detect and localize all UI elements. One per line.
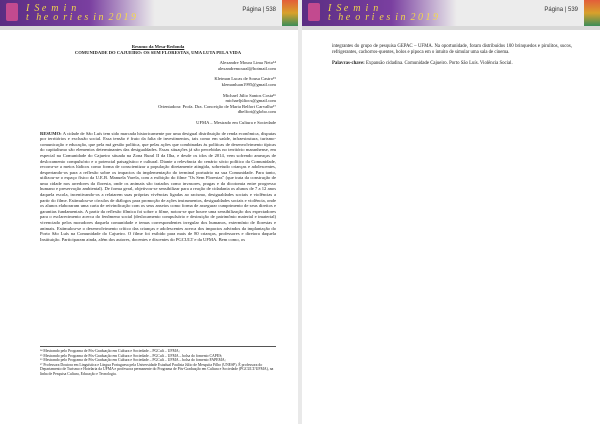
footnote: ¹⁶ Mestrando pelo Programa de Pós-Graduação em Cultura e Sociedade – PGCult – UFMA – bolsa do fomento FAPEMA; bbox=[40, 358, 226, 363]
author-name: Alexandre Moura Lima Neto¹⁴ bbox=[219, 60, 276, 66]
right-page bbox=[302, 0, 600, 424]
author-email: klemanluan1995@gmail.com bbox=[221, 81, 276, 87]
page-content bbox=[332, 44, 572, 67]
page-content bbox=[40, 44, 276, 242]
event-banner bbox=[0, 0, 298, 26]
keywords-label: Palavras-chave: bbox=[332, 61, 365, 66]
paper-title: COMUNIDADE DO CAJUEIRO: OS SEM FLORESTAS, UMA LUTA PELA VIDA bbox=[74, 49, 242, 55]
header-divider bbox=[0, 26, 298, 30]
event-logo-icon bbox=[308, 3, 320, 21]
footnote: ¹⁵ Mestrando pelo Programa de Pós-Graduação em Cultura e Sociedade – PGCult – UFMA – bolsa do fomento CAPES; bbox=[40, 353, 223, 358]
left-page bbox=[0, 0, 298, 424]
author-email: alexandremoural@hotmail.com bbox=[217, 65, 276, 71]
keywords bbox=[332, 61, 572, 67]
abstract-label: RESUMO: bbox=[40, 130, 62, 136]
author-name: Michael Júlio Santos Costa¹⁶ bbox=[222, 92, 276, 98]
banner-decoration bbox=[584, 0, 600, 26]
advisor: Orientadora: Profa. Dra. Conceição de Maria Belfort Carvalho¹⁷ bbox=[158, 103, 276, 109]
keywords-text: Expansão cidadina. Comunidade Cajueiro. Porto São Luís. Violência Social. bbox=[365, 61, 513, 66]
page-number: Página | 538 bbox=[242, 7, 276, 13]
banner-decoration bbox=[282, 0, 298, 26]
footnote: ¹⁷ Professora Doutora em Linguística e Língua Portuguesa pela Universidade Estadual Paulista Júlio de Mesquita Filho (UNESP). É professora do Departamento de Turismo e Hotelaria da UFMA e professora permanente do Programa de Pós-Graduação em Cultura e Sociedade (PGCULT/UFMA), na linha de Pesquisa Cultura, Educação e Tecnologia. bbox=[40, 362, 274, 376]
footnotes bbox=[40, 346, 276, 377]
event-title: I S e m i n t h e o r i e s i n 2 0 1 9 bbox=[26, 3, 136, 23]
section-title: Resumo da Mesa-Redonda bbox=[131, 44, 185, 49]
abstract-continuation: integrantes do grupo de pesquisa GEPAC – UFMA. Na oportunidade, foram distribuídos 100 brinquedos e pirulitos, sucos, refrigerantes, cachorros-quentes, bolos e pipoca em o intuito de simular uma sala de cinema. bbox=[332, 44, 572, 55]
footnote: ¹⁴ Mestrando pelo Programa de Pós-Graduação em Cultura e Sociedade – PGCult – UFMA; bbox=[40, 349, 180, 353]
page-number: Página | 539 bbox=[544, 7, 578, 13]
header-divider bbox=[302, 26, 600, 30]
author-name: Kleiman Lucas de Sousa Castro¹⁵ bbox=[214, 76, 276, 82]
advisor-email: dbelfort@globo.com bbox=[237, 109, 276, 115]
event-logo-icon bbox=[6, 3, 18, 21]
institution: UFMA – Mestrado em Cultura e Sociedade bbox=[196, 119, 276, 125]
author-email: michaeljúliocs@gmail.com bbox=[225, 98, 276, 104]
abstract-text: A cidade de São Luís tem sido marcada historicamente por uma desigual distribuição de renda econômica, disputas por territórios e exclusão social. Essa tensão é fruto da falta de investimentos, tais como em saúde, infraestrutura, turismo-comunicação e educação, que pela má gestão política, que pelas ações que combinadas às políticas de desenvolvimento típicas do capitalismo são elementos determinantes das desigualdades. Essas situações já são percebidas no território maranhense, em especial na Comunidade do Cajueiro situada na Zona Rural II da Ilha, e desde os idos de 2014, vem sofrendo ameaças de deslocamento compulsório e o potencial paisagístico e cultural. Diante a relevância do cenário sócio político da Comunidade, recorra-se a meios lúdicos como forma de conscientizar a população diretamente atingida, sobretudo crianças e adolescentes, despertando-os para a reflexão sobre os impactos da implementação do terminal portuário na sua Comunidade. Para tanto, utilizou-se o espaço físico da U.E.B. Manuela Varela, com a exibição do filme "Os Sem Florestas" (que trata da construção de uma cidade nos arredores da floresta, onde os animais são tratados como invasores, pragas e da dicotomia entre progresso humano e preservação ambiental). De forma geral, objetivou-se sensibilizar para a reação de cidadania os alunos de 7 a 12 anos daquela escola, incentivando-os a relatarem suas próprias vivências ligadas ao racismo, desigualdades sociais e violências a partir do filme. Estimulou-se círculos de diálogos para promoção de ações instrumentos, desigualdades sociais e violência, onde os alunos elaboraram uma carta de reivindicação com os seus anseios como forma de assegurar cumprimento de seus direitos e garantias fundamentais. A partir da reflexão fílmica foi sobre o filme, notou-se que houve uma sensibilização dos espectadores para o esclarecimento acerca do fenômeno social (deslocamento compulsório e destruição de patrimônio material e imaterial) vivenciado pelos moradores daquela comunidade e temas correspondentes irregular dos humanos, extermínio de florestas e animais. Estimulou-se o desenvolvimento crítico das crianças e adolescentes acerca dos impactos advindos da implantação do Porto São Luís na Comunidade do Cajueiro. O filme foi exibido para mais de 80 crianças, professores e diretora daquela Instituição. Participaram ainda, além dos autores, docentes e discentes do PGCULT e da UFMA. Bem como, os bbox=[40, 130, 276, 242]
event-banner bbox=[302, 0, 600, 26]
abstract bbox=[40, 131, 276, 243]
event-title: I S e m i n t h e o r i e s i n 2 0 1 9 bbox=[328, 3, 438, 23]
